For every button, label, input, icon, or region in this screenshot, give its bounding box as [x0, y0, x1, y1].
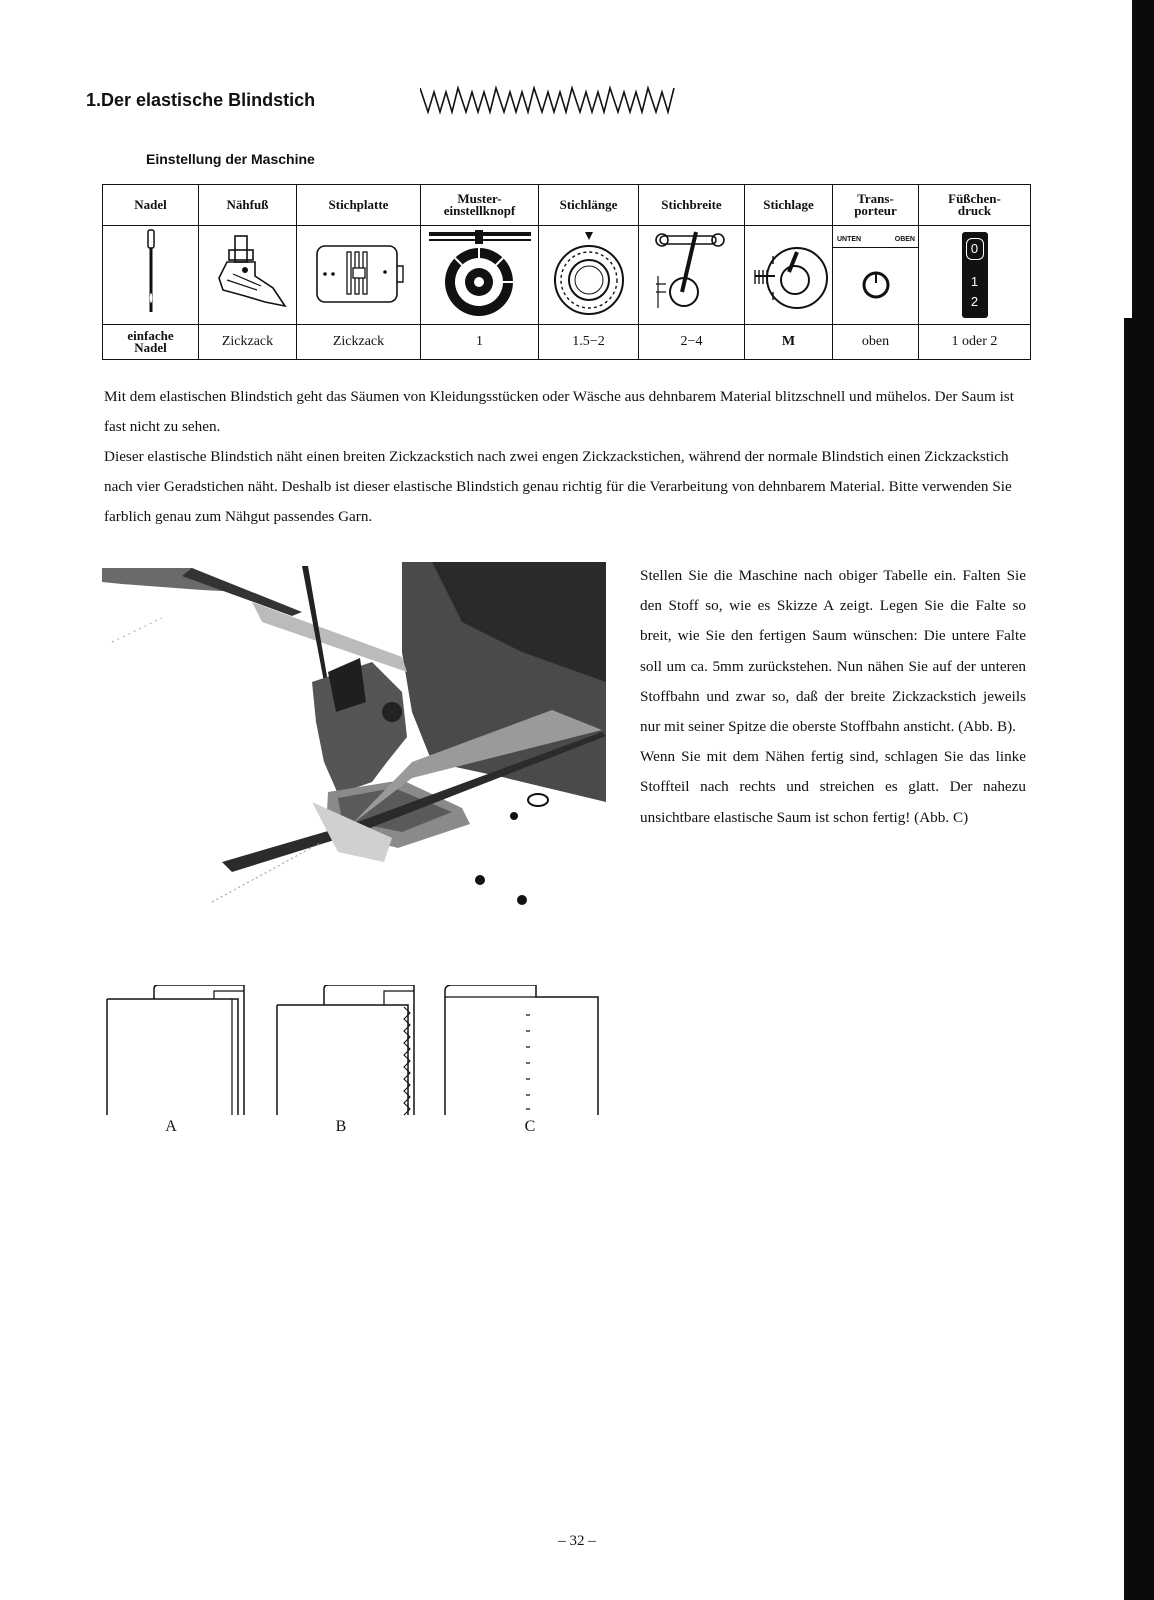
- intro-text: [104, 382, 1034, 532]
- needle-plate-icon: [311, 238, 407, 308]
- settings-subtitle: Einstellung der Maschine: [146, 151, 315, 167]
- value-fuesschendruck: 1 oder 2: [919, 325, 1031, 360]
- value-stichlage: M: [745, 325, 833, 360]
- stitch-width-lever-icon: [652, 228, 732, 318]
- header-stichlaenge: Stichlänge: [539, 185, 639, 226]
- value-stichbreite: 2−4: [639, 325, 745, 360]
- table-value-row: [103, 325, 1031, 360]
- needle-plate-icon-cell: [297, 226, 421, 325]
- zigzag-foot-icon: [205, 230, 291, 316]
- instruction-paragraph-2: Wenn Sie mit dem Nähen fertig sind, schlagen Sie das linke Stoffteil nach rechts und streichen es glatt. Der nahezu unsichtbare elastische Saum ist schon fertig! (Abb. C): [640, 748, 1026, 826]
- scan-edge-bar-inner: [1124, 318, 1132, 1600]
- header-transporteur: Trans- porteur: [833, 185, 919, 226]
- value-stichlaenge: 1.5−2: [539, 325, 639, 360]
- header-mustereinstellknopf: Muster- einstellknopf: [421, 185, 539, 226]
- value-nadel: einfache Nadel: [103, 325, 199, 360]
- value-naehfuss: Zickzack: [199, 325, 297, 360]
- feed-up-label: OBEN: [894, 236, 915, 243]
- stitch-pattern-icon: [420, 82, 682, 118]
- table-header-row: [103, 185, 1031, 226]
- presser-pressure-icon: [962, 232, 988, 318]
- needle-position-lever-icon: [747, 228, 831, 318]
- value-stichplatte: Zickzack: [297, 325, 421, 360]
- pattern-dial-icon-cell: [421, 226, 539, 325]
- value-transporteur: oben: [833, 325, 919, 360]
- section-title: 1.Der elastische Blindstich: [86, 90, 316, 110]
- page-number: – 32 –: [558, 1533, 596, 1549]
- header-stichbreite: Stichbreite: [639, 185, 745, 226]
- header-stichlage: Stichlage: [745, 185, 833, 226]
- fold-diagram-b: [276, 985, 426, 1117]
- machine-settings-table: [102, 184, 1031, 360]
- pressure-0: 0: [970, 241, 979, 256]
- header-fuesschendruck: Füßchen- druck: [919, 185, 1031, 226]
- presser-pressure-icon-cell: [919, 226, 1031, 325]
- header-naehfuss: Nähfuß: [199, 185, 297, 226]
- pressure-1: 1: [970, 274, 979, 289]
- fold-diagram-c: [444, 985, 604, 1117]
- intro-paragraph-1: Mit dem elastischen Blindstich geht das Säumen von Kleidungsstücken oder Wäsche aus dehnbarem Material blitzschnell und mühelos. Der Saum ist fast nicht zu sehen.: [104, 388, 1014, 435]
- figure-label-a: A: [165, 1118, 177, 1135]
- intro-paragraph-2: Dieser elastische Blindstich näht einen breiten Zickzackstich nach zwei engen Zickzackstichen, während der normale Blindstich einen Zickzackstich nach vier Geradstichen näht. Deshalb ist dieser elastische Blindstich genau richtig für die Verarbeitung von dehnbarem Material. Bitte verwenden Sie farblich genau zum Nähgut passendes Garn.: [104, 448, 1012, 525]
- needle-icon-cell: [103, 226, 199, 325]
- scan-edge-bar: [1132, 0, 1154, 1600]
- needle-position-lever-icon-cell: [745, 226, 833, 325]
- header-stichplatte: Stichplatte: [297, 185, 421, 226]
- figure-label-b: B: [335, 1118, 347, 1135]
- header-nadel: Nadel: [103, 185, 199, 226]
- stitch-width-lever-icon-cell: [639, 226, 745, 325]
- feed-down-label: UNTEN: [837, 236, 862, 243]
- figure-label-c: C: [524, 1118, 536, 1135]
- fold-diagram-a: [106, 985, 256, 1117]
- needle-icon: [141, 228, 161, 318]
- stitch-length-dial-icon-cell: [539, 226, 639, 325]
- feed-dog-knob-icon-cell: [833, 226, 919, 325]
- stitch-length-dial-icon: [549, 228, 629, 318]
- sewing-machine-photo: [102, 562, 606, 918]
- pressure-2: 2: [970, 294, 979, 309]
- zigzag-foot-icon-cell: [199, 226, 297, 325]
- pattern-dial-icon: [425, 228, 535, 318]
- table-icon-row: [103, 226, 1031, 325]
- feed-dog-knob-icon: [833, 251, 919, 321]
- value-mustereinstellknopf: 1: [421, 325, 539, 360]
- instruction-paragraph-1: Stellen Sie die Maschine nach obiger Tabelle ein. Falten Sie den Stoff so, wie es Skizze A zeigt. Legen Sie die Falte so breit, wie Sie den fertigen Saum wünschen: Die untere Falte soll um ca. 5mm zurückstehen. Nun nähen Sie auf der unteren Stoffbahn und zwar so, daß der breite Zickzackstich jeweils nur mit seiner Spitze die oberste Stoffbahn ansticht. (Abb. B).: [640, 567, 1026, 736]
- instruction-text: [640, 561, 1026, 833]
